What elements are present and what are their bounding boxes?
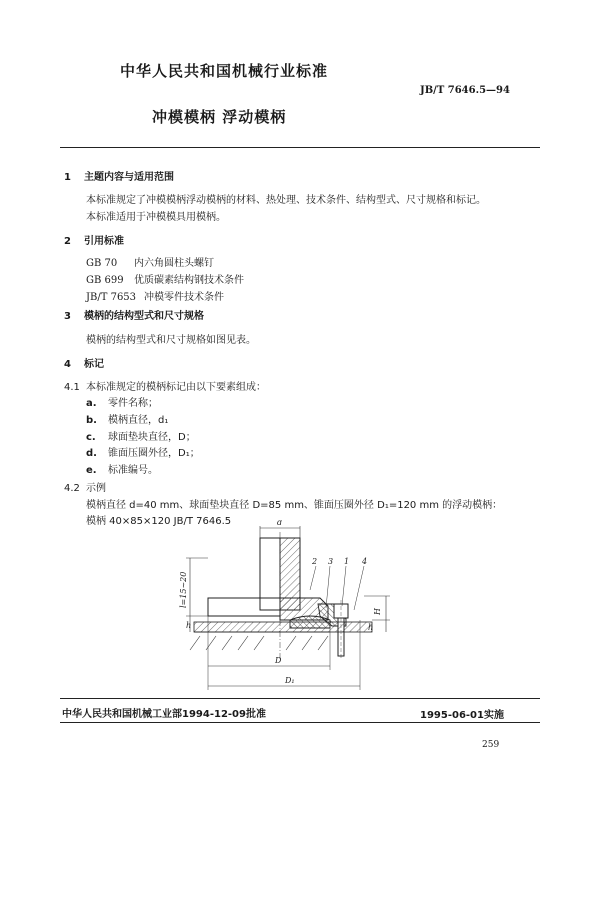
footer-bottom-rule bbox=[60, 722, 540, 723]
list-item-letter: b. bbox=[86, 415, 97, 426]
reference-code: JB/T 7653 bbox=[86, 292, 137, 303]
flange-left bbox=[208, 598, 280, 616]
reference-code: GB 70 bbox=[86, 258, 118, 269]
ground-hatch bbox=[190, 636, 328, 650]
list-item-letter: d. bbox=[86, 448, 97, 459]
implementation-date: 1995-06-01实施 bbox=[420, 710, 504, 721]
section-3-heading bbox=[64, 307, 204, 322]
section-4-number: 4 bbox=[64, 359, 71, 370]
reference-title: 冲模零件技术条件 bbox=[144, 292, 224, 303]
clause-4-2 bbox=[64, 479, 106, 494]
list-item-text: 标准编号。 bbox=[108, 465, 158, 476]
list-item bbox=[86, 394, 158, 409]
section-1-paragraph-1: 本标准规定了冲模模柄浮动模柄的材料、热处理、技术条件、结构型式、尺寸规格和标记。 bbox=[86, 195, 486, 206]
reference-code: GB 699 bbox=[86, 275, 124, 286]
list-item-letter: e. bbox=[86, 465, 97, 476]
section-3-paragraph: 模柄的结构型式和尺寸规格如图见表。 bbox=[86, 335, 256, 346]
clause-4-1-text: 本标准规定的模柄标记由以下要素组成： bbox=[86, 382, 266, 393]
part-number-2: 2 bbox=[312, 557, 318, 566]
reference-jbt7653 bbox=[86, 288, 224, 303]
section-4-title: 标记 bbox=[84, 359, 104, 370]
reference-gb699 bbox=[86, 271, 244, 286]
list-item bbox=[86, 444, 200, 459]
base-plate bbox=[194, 622, 372, 632]
approval-statement: 中华人民共和国机械工业部1994-12-09批准 bbox=[62, 709, 266, 720]
header-rule bbox=[60, 147, 540, 148]
list-item-text: 模柄直径，d₁ bbox=[108, 415, 169, 426]
reference-title: 优质碳素结构钢技术条件 bbox=[134, 275, 244, 286]
list-item bbox=[86, 428, 196, 443]
leader-1 bbox=[342, 566, 346, 606]
part-number-4: 4 bbox=[362, 557, 368, 566]
reference-gb70 bbox=[86, 254, 214, 269]
list-item-text: 零件名称； bbox=[108, 398, 158, 409]
standard-number: JB/T 7646.5—94 bbox=[420, 85, 510, 96]
document-title: 冲模模柄 浮动模柄 bbox=[152, 108, 287, 126]
footer-rule bbox=[60, 698, 540, 699]
leader-2 bbox=[310, 566, 316, 590]
organization-standard-heading: 中华人民共和国机械行业标准 bbox=[120, 62, 329, 80]
leader-3 bbox=[326, 566, 330, 608]
section-1-title: 主题内容与适用范围 bbox=[84, 172, 174, 183]
section-3-title: 模柄的结构型式和尺寸规格 bbox=[84, 311, 204, 322]
shank-body bbox=[260, 538, 280, 610]
list-item-text: 锥面压圈外径，D₁； bbox=[108, 448, 200, 459]
clause-4-1-number: 4.1 bbox=[64, 382, 80, 393]
page-number: 259 bbox=[482, 740, 500, 750]
clause-4-2-number: 4.2 bbox=[64, 483, 80, 494]
D1-label: D₁ bbox=[285, 676, 295, 685]
example-marking: 模柄 40×85×120 JB/T 7646.5 bbox=[86, 516, 232, 527]
list-item-text: 球面垫块直径，D； bbox=[108, 432, 196, 443]
list-item bbox=[86, 461, 158, 476]
section-1-heading bbox=[64, 168, 174, 183]
section-3-number: 3 bbox=[64, 311, 71, 322]
part-number-3: 3 bbox=[328, 557, 334, 566]
floating-shank-drawing bbox=[150, 520, 410, 695]
h-label: h bbox=[186, 621, 192, 630]
example-description: 模柄直径 d=40 mm、球面垫块直径 D=85 mm、锥面压圈外径 D₁=120 mm 的浮动模柄： bbox=[86, 500, 503, 511]
section-1-number: 1 bbox=[64, 172, 71, 183]
section-2-number: 2 bbox=[64, 236, 71, 247]
clause-4-2-text: 示例 bbox=[86, 483, 106, 494]
reference-title: 内六角圆柱头螺钉 bbox=[134, 258, 214, 269]
d-label: d bbox=[277, 520, 283, 527]
list-item bbox=[86, 411, 168, 426]
list-item-letter: c. bbox=[86, 432, 96, 443]
list-item-letter: a. bbox=[86, 398, 97, 409]
leader-4 bbox=[354, 566, 364, 610]
section-1-paragraph-2: 本标准适用于冲模模具用模柄。 bbox=[86, 212, 226, 223]
part-number-1: 1 bbox=[344, 557, 350, 566]
clause-4-1 bbox=[64, 378, 266, 393]
D-label: D bbox=[275, 656, 282, 665]
section-4-heading bbox=[64, 355, 104, 370]
section-2-title: 引用标准 bbox=[84, 236, 124, 247]
h-right-label: h bbox=[368, 623, 374, 632]
dim-l-label: l=15~20 bbox=[179, 571, 188, 608]
section-2-heading bbox=[64, 232, 124, 247]
H-label: H bbox=[373, 608, 382, 615]
